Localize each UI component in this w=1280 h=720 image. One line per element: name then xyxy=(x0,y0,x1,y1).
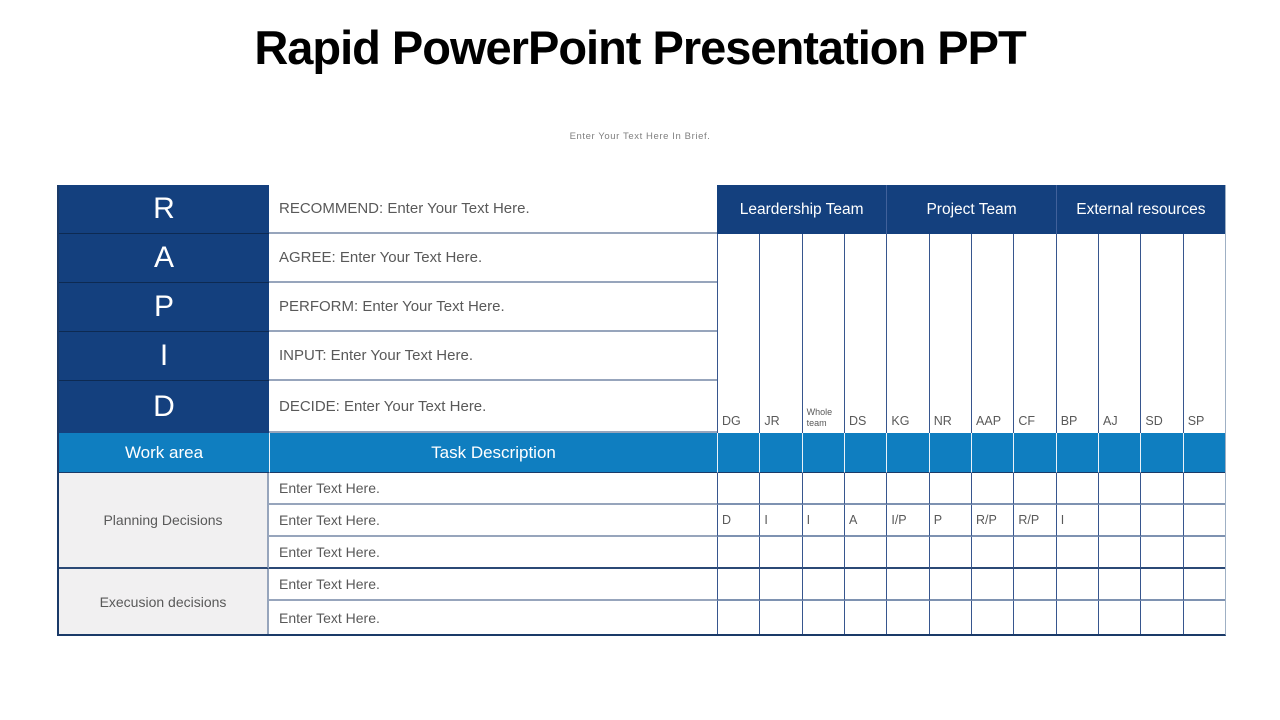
work-group-cell: Execusion decisions xyxy=(59,569,269,634)
assignment-value-cell: I/P xyxy=(886,505,928,537)
rapid-description-cell: RECOMMEND: Enter Your Text Here. xyxy=(269,185,717,234)
assignment-value-cell xyxy=(1140,473,1182,505)
assignment-value-cell xyxy=(802,601,844,634)
rapid-letter-cell: I xyxy=(59,332,269,381)
member-code-cell: DS xyxy=(844,234,886,433)
assignment-value-cell xyxy=(971,537,1013,569)
task-cell: Enter Text Here. xyxy=(269,537,717,569)
assignment-value-cell: R/P xyxy=(971,505,1013,537)
assignment-value-cell xyxy=(1098,569,1140,601)
assignment-value-cell xyxy=(1013,473,1055,505)
assignment-value-cell xyxy=(1140,505,1182,537)
slide-subtitle: Enter Your Text Here In Brief. xyxy=(569,131,711,142)
member-code-cell: AAP xyxy=(971,234,1013,433)
work-header-spacer-cell xyxy=(971,433,1013,473)
work-area-header: Work area xyxy=(59,433,269,473)
assignment-value-cell xyxy=(929,473,971,505)
assignment-value-cell xyxy=(1013,569,1055,601)
assignment-value-cell xyxy=(1056,569,1098,601)
task-cell: Enter Text Here. xyxy=(269,505,717,537)
assignment-value-cell: P xyxy=(929,505,971,537)
rapid-table xyxy=(57,185,1226,636)
assignment-value-cell xyxy=(717,537,759,569)
assignment-value-cell: I xyxy=(759,505,801,537)
member-code-cell: SP xyxy=(1183,234,1225,433)
assignment-value-cell xyxy=(1056,601,1098,634)
assignment-value-cell xyxy=(929,569,971,601)
assignment-value-cell xyxy=(886,537,928,569)
assignment-value-cell xyxy=(1183,537,1225,569)
team-group-header: Project Team xyxy=(886,185,1055,234)
assignment-value-cell xyxy=(759,569,801,601)
rapid-letter-cell: A xyxy=(59,234,269,283)
assignment-value-cell: D xyxy=(717,505,759,537)
assignment-value-cell xyxy=(1056,473,1098,505)
work-header-spacer-cell xyxy=(1056,433,1098,473)
assignment-value-cell: I xyxy=(802,505,844,537)
assignment-value-cell xyxy=(759,537,801,569)
assignment-value-cell xyxy=(1140,537,1182,569)
assignment-value-cell xyxy=(844,537,886,569)
assignment-value-cell xyxy=(844,473,886,505)
work-header-spacer-cell xyxy=(929,433,971,473)
work-header-spacer-cell xyxy=(1013,433,1055,473)
member-code-cell: BP xyxy=(1056,234,1098,433)
assignment-value-cell xyxy=(886,569,928,601)
rapid-description-cell: AGREE: Enter Your Text Here. xyxy=(269,234,717,283)
work-group-cell: Planning Decisions xyxy=(59,473,269,569)
assignment-value-cell xyxy=(1183,473,1225,505)
assignment-value-cell xyxy=(929,601,971,634)
rapid-matrix-table xyxy=(59,185,1225,634)
rapid-letter-cell: R xyxy=(59,185,269,234)
assignment-value-cell xyxy=(802,473,844,505)
assignment-value-cell xyxy=(717,473,759,505)
member-code-cell: Whole team xyxy=(802,234,844,433)
work-header-spacer-cell xyxy=(1098,433,1140,473)
work-header-spacer-cell xyxy=(802,433,844,473)
assignment-value-cell xyxy=(1056,537,1098,569)
assignment-value-cell xyxy=(971,601,1013,634)
assignment-value-cell xyxy=(844,569,886,601)
member-code-cell: KG xyxy=(886,234,928,433)
assignment-value-cell xyxy=(929,537,971,569)
assignment-value-cell xyxy=(971,569,1013,601)
team-group-header: Leardership Team xyxy=(717,185,886,234)
slide-title: Rapid PowerPoint Presentation PPT xyxy=(254,21,1026,74)
assignment-value-cell xyxy=(717,601,759,634)
work-header-spacer-cell xyxy=(759,433,801,473)
task-cell: Enter Text Here. xyxy=(269,473,717,505)
assignment-value-cell xyxy=(886,473,928,505)
work-header-spacer-cell xyxy=(886,433,928,473)
rapid-letter-cell: D xyxy=(59,381,269,433)
member-code-cell: CF xyxy=(1013,234,1055,433)
assignment-value-cell xyxy=(759,601,801,634)
assignment-value-cell xyxy=(802,537,844,569)
member-code-cell: NR xyxy=(929,234,971,433)
member-code-cell: SD xyxy=(1140,234,1182,433)
assignment-value-cell xyxy=(1140,601,1182,634)
work-header-spacer-cell xyxy=(844,433,886,473)
team-group-header: External resources xyxy=(1056,185,1225,234)
task-cell: Enter Text Here. xyxy=(269,601,717,634)
assignment-value-cell xyxy=(1183,505,1225,537)
assignment-value-cell xyxy=(1183,601,1225,634)
rapid-description-cell: INPUT: Enter Your Text Here. xyxy=(269,332,717,381)
rapid-description-cell: PERFORM: Enter Your Text Here. xyxy=(269,283,717,332)
assignment-value-cell xyxy=(759,473,801,505)
rapid-description-cell: DECIDE: Enter Your Text Here. xyxy=(269,381,717,433)
assignment-value-cell xyxy=(1098,505,1140,537)
assignment-value-cell xyxy=(717,569,759,601)
assignment-value-cell xyxy=(971,473,1013,505)
assignment-value-cell xyxy=(1183,569,1225,601)
task-description-header: Task Description xyxy=(269,433,717,473)
assignment-value-cell: A xyxy=(844,505,886,537)
member-code-cell: JR xyxy=(759,234,801,433)
member-code-cell: AJ xyxy=(1098,234,1140,433)
rapid-letter-cell: P xyxy=(59,283,269,332)
assignment-value-cell xyxy=(1013,537,1055,569)
assignment-value-cell: I xyxy=(1056,505,1098,537)
member-code-cell: DG xyxy=(717,234,759,433)
assignment-value-cell xyxy=(1013,601,1055,634)
assignment-value-cell: R/P xyxy=(1013,505,1055,537)
work-header-spacer-cell xyxy=(1183,433,1225,473)
work-header-spacer-cell xyxy=(717,433,759,473)
assignment-value-cell xyxy=(1098,537,1140,569)
work-header-spacer-cell xyxy=(1140,433,1182,473)
assignment-value-cell xyxy=(844,601,886,634)
assignment-value-cell xyxy=(1098,601,1140,634)
task-cell: Enter Text Here. xyxy=(269,569,717,601)
assignment-value-cell xyxy=(1140,569,1182,601)
assignment-value-cell xyxy=(1098,473,1140,505)
assignment-value-cell xyxy=(886,601,928,634)
assignment-value-cell xyxy=(802,569,844,601)
